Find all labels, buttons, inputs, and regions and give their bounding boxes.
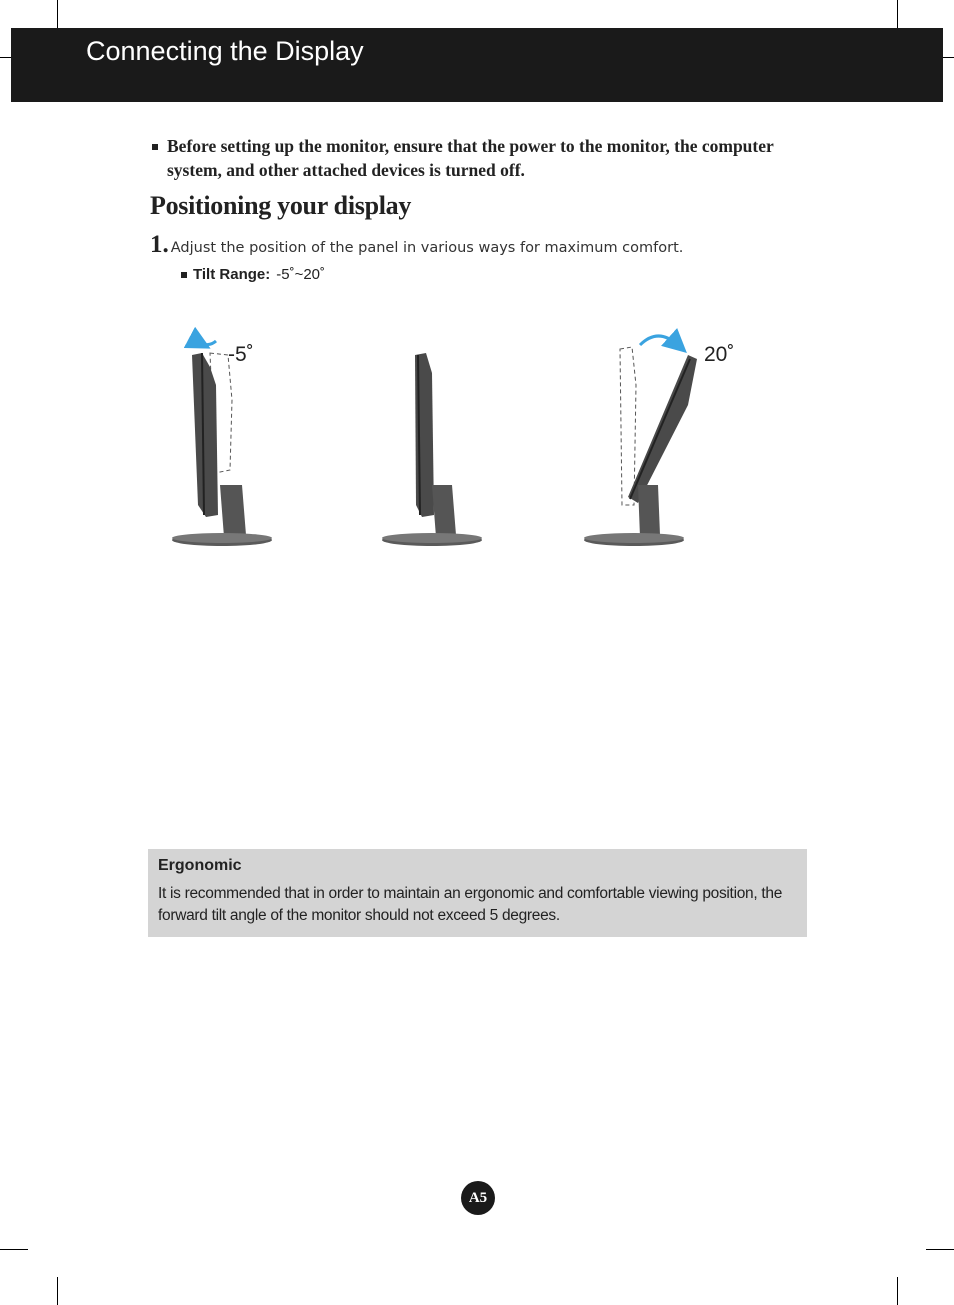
bullet-icon xyxy=(181,272,187,278)
page-number-badge: A5 xyxy=(461,1181,495,1215)
tilt-value: -5˚~20˚ xyxy=(276,266,326,283)
angle-label-minus5: -5˚ xyxy=(228,343,254,366)
page-title: Connecting the Display xyxy=(86,36,364,66)
angle-label-20: 20˚ xyxy=(704,343,735,366)
step-1 xyxy=(150,231,683,259)
crop-mark xyxy=(897,0,898,28)
monitor-tilted-20 xyxy=(584,336,697,546)
crop-mark xyxy=(0,1249,28,1250)
step-number: 1. xyxy=(150,231,169,258)
crop-mark xyxy=(926,1249,954,1250)
intro-warning xyxy=(152,134,812,182)
note-title: Ergonomic xyxy=(158,857,242,874)
monitor-upright xyxy=(382,353,482,546)
note-text: It is recommended that in order to maintain an ergonomic and comfortable viewing position, the forward tilt angle of the monitor should not exceed 5 degrees. xyxy=(158,885,783,924)
tilt-illustrations xyxy=(160,325,735,560)
crop-mark xyxy=(0,57,11,58)
step-text: Adjust the position of the panel in various ways for maximum comfort. xyxy=(170,240,684,256)
tilt-range xyxy=(181,266,325,283)
monitor-tilted-minus5 xyxy=(172,341,272,546)
crop-mark xyxy=(57,0,58,28)
section-title: Positioning your display xyxy=(150,191,412,220)
ergonomic-note xyxy=(148,849,807,937)
tilt-label: Tilt Range: xyxy=(193,266,271,283)
bullet-icon xyxy=(152,144,158,150)
intro-text: Before setting up the monitor, ensure that the power to the monitor, the computer system, and other attached devices is turned off. xyxy=(167,136,774,180)
crop-mark xyxy=(57,1277,58,1305)
crop-mark xyxy=(897,1277,898,1305)
crop-mark xyxy=(943,57,954,58)
